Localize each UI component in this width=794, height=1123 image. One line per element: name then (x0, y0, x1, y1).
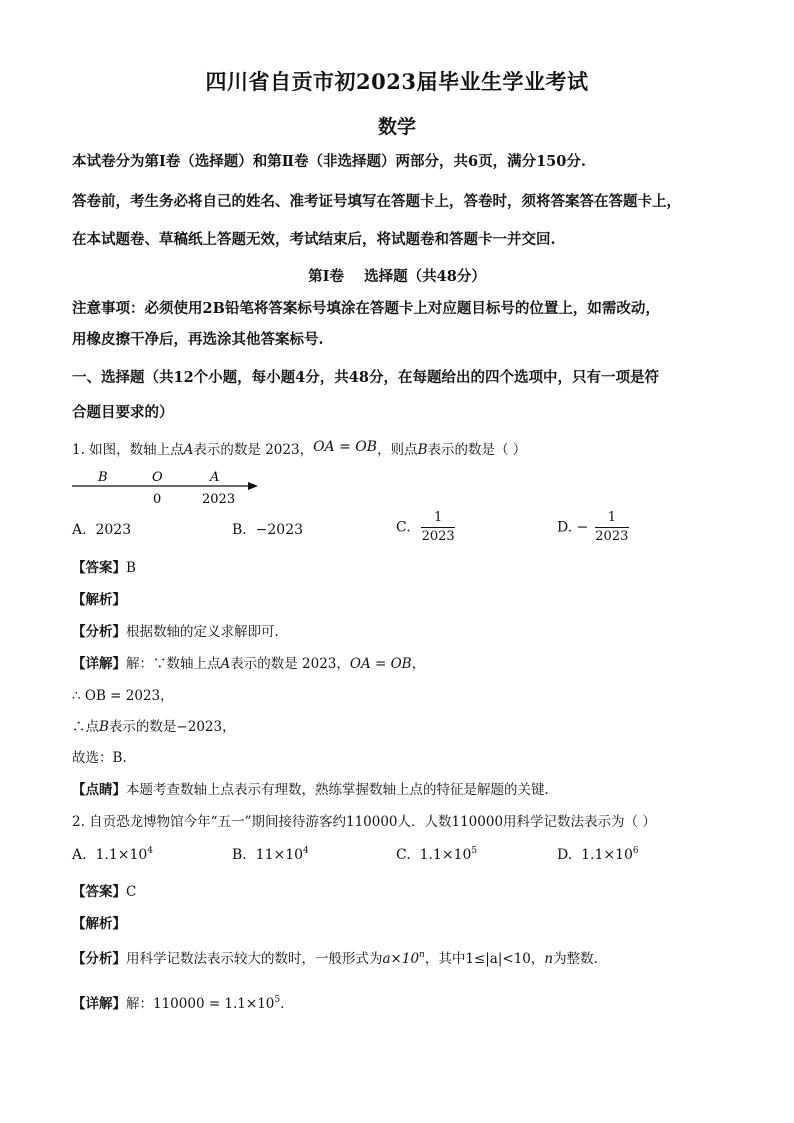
q2-stem: 2. 自贡恐龙博物馆今年“五一”期间接待游客约110000人．人数110000用科学记数法表示为（ ） (72, 814, 656, 830)
q1-step-2: ∴点B表示的数是−2023， (72, 719, 236, 735)
q1-analysis-tag: 【解析】 (72, 592, 126, 608)
q1-fenxi: 【分析】根据数轴的定义求解即可. (72, 624, 279, 640)
q2-detail: 【详解】解：$110000 = 1.1\times 10^5$. (72, 995, 285, 1012)
fraction-d: $\frac{1}{2023}$ (595, 510, 629, 544)
notice-line-1: 注意事项：必须使用2B铅笔将答案标号填涂在答题卡上对应题目标号的位置上，如需改动， (72, 300, 660, 317)
q2-option-c: C. $1.1\times 10^5$ (396, 846, 478, 863)
q2-fenxi: 【分析】用科学记数法表示较大的数时，一般形式为$a\times 10^n$，其中1≤|a|<10，n为整数. (72, 950, 598, 967)
point-a-label: A (210, 470, 220, 485)
q1-detail: 【详解】解：∵数轴上点A表示的数是 2023，OA = OB， (72, 656, 426, 672)
point-b-label: B (98, 470, 108, 485)
q1-stem: 1. 如图，数轴上点A表示的数是 2023，OA = OB，则点B表示的数是（ ） (72, 439, 527, 458)
intro-line-2: 答卷前，考生务必将自己的姓名、准考证号填写在答题卡上，答卷时，须将答案答在答题卡上， (72, 193, 681, 210)
q2-analysis-tag: 【解析】 (72, 916, 126, 932)
exam-title: 四川省自贡市初2023届毕业生学业考试 (205, 69, 589, 94)
q1-answer: 【答案】B (72, 560, 136, 576)
q2-option-b: B. $11\times 10^4$ (232, 846, 309, 863)
point-o-label: O (152, 470, 163, 485)
number-line-arrow (248, 482, 258, 490)
notice-line-2: 用橡皮擦干净后，再选涂其他答案标号. (72, 331, 324, 348)
q2-option-a: A. $1.1\times 10^4$ (72, 846, 154, 863)
q2-option-d: D. $1.1\times 10^6$ (557, 846, 639, 863)
q1-option-d: D. − $\frac{1}{2023}$ (557, 510, 629, 544)
q1-step-1: ∴ OB = 2023， (72, 688, 174, 704)
q1-comment: 【点睛】本题考查数轴上点表示有理数，熟练掌握数轴上点的特征是解题的关键. (72, 782, 549, 798)
intro-line-3: 在本试题卷、草稿纸上答题无效，考试结束后，将试题卷和答题卡一并交回. (72, 231, 556, 248)
subject-title: 数学 (377, 116, 416, 138)
q1-option-b: B. −2023 (232, 522, 304, 538)
intro-line-1: 本试卷分为第Ⅰ卷（选择题）和第Ⅱ卷（非选择题）两部分，共6页，满分150分. (72, 153, 586, 170)
fraction-c: $\frac{1}{2023}$ (421, 510, 455, 544)
q1-option-c: C. $\frac{1}{2023}$ (396, 510, 455, 544)
tick-2023-label: 2023 (202, 492, 236, 507)
section1-line-2: 合题目要求的） (72, 404, 174, 421)
q1-step-3: 故选：B. (72, 750, 127, 766)
number-line-figure (68, 466, 268, 508)
q2-answer: 【答案】C (72, 884, 137, 900)
q1-option-a: A. 2023 (72, 522, 132, 538)
part1-heading: 第Ⅰ卷 选择题（共48分） (308, 268, 486, 285)
tick-zero-label: 0 (153, 492, 162, 507)
section1-line-1: 一、选择题（共12个小题，每小题4分，共48分，在每题给出的四个选项中，只有一项是符 (72, 369, 659, 386)
